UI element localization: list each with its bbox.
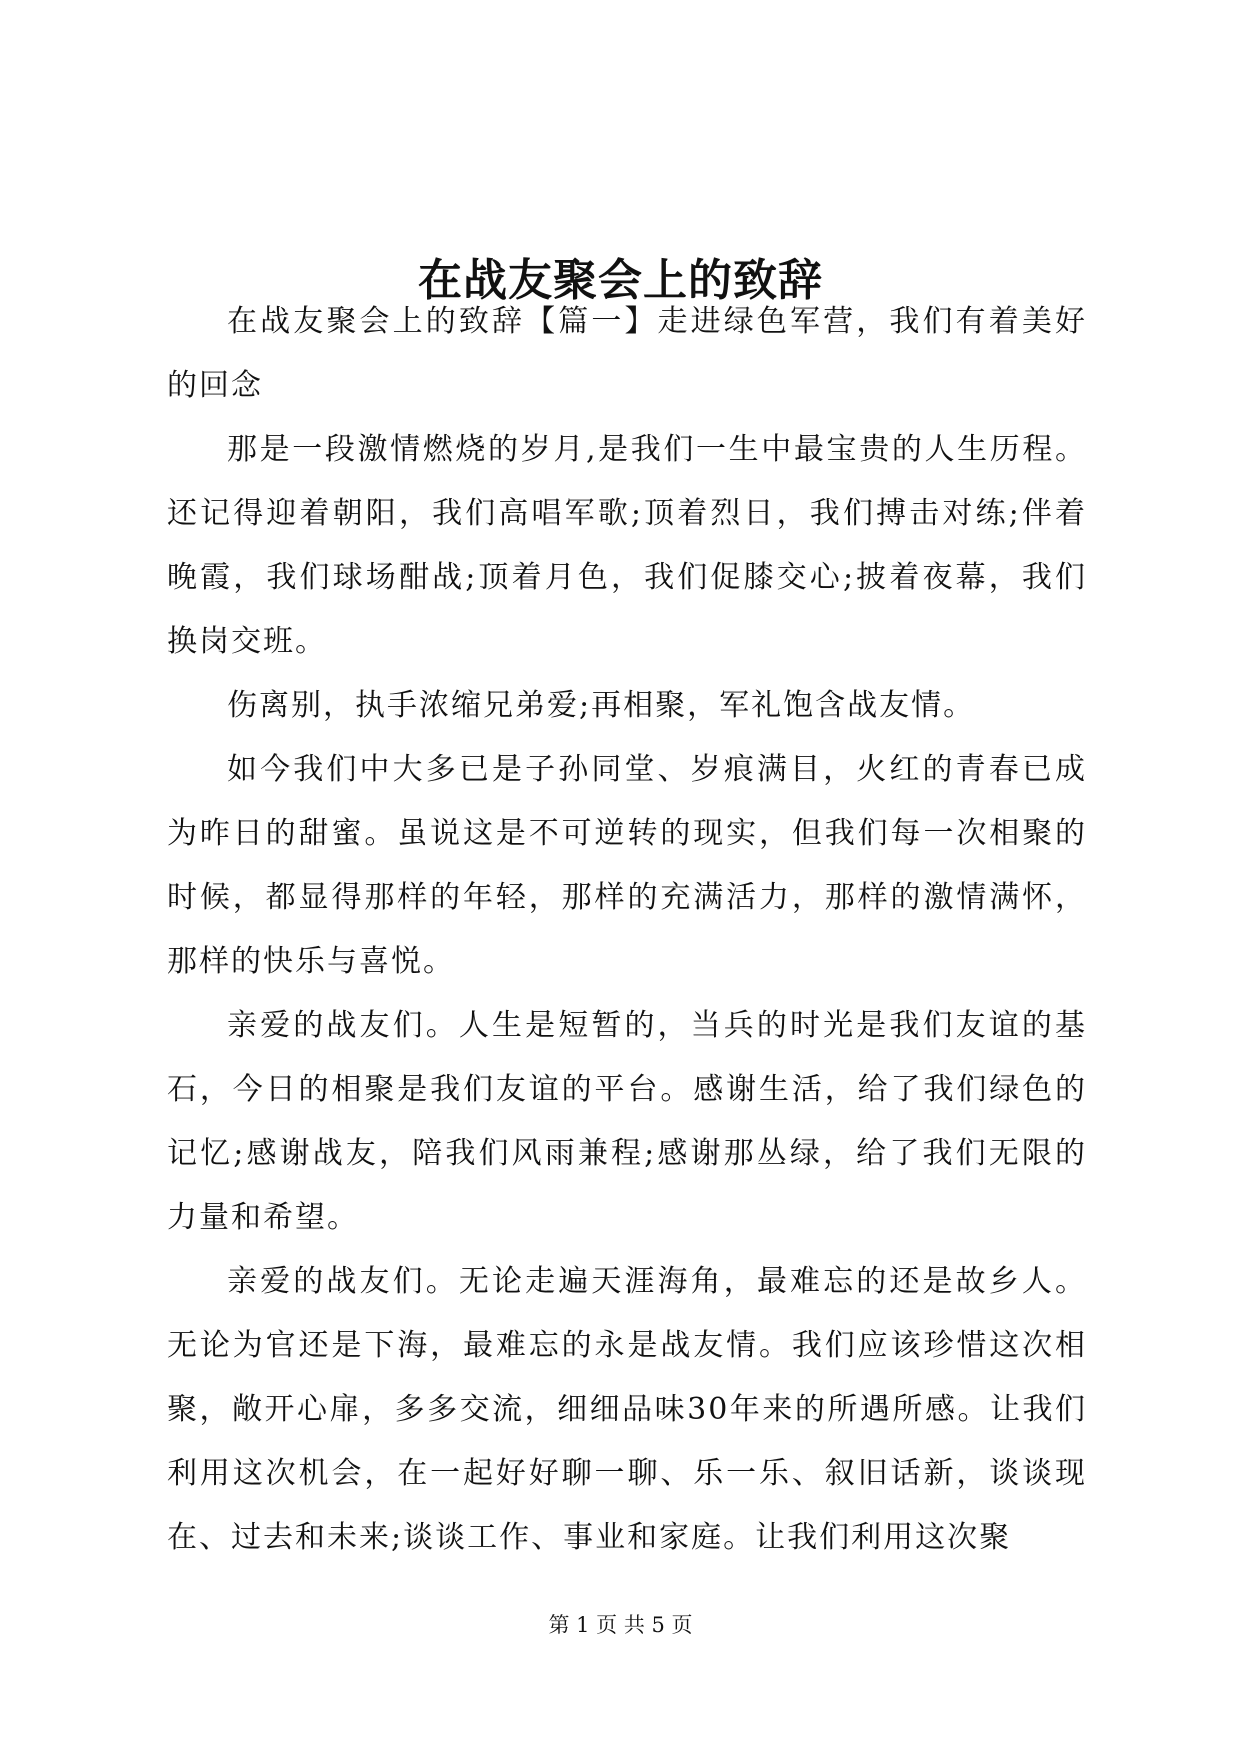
paragraph-1: 在战友聚会上的致辞【篇一】走进绿色军营，我们有着美好的回念 [167, 304, 1087, 403]
page-footer: 第 1 页 共 5 页 [548, 1613, 693, 1637]
document-body [167, 290, 1087, 1570]
page-title: 在战友聚会上的致辞 [418, 255, 823, 307]
paragraph-2: 那是一段激情燃烧的岁月,是我们一生中最宝贵的人生历程。还记得迎着朝阳，我们高唱军歌;顶着烈日，我们搏击对练;伴着晚霞，我们球场酣战;顶着月色，我们促膝交心;披着夜幕，我们换岗交班。 [167, 432, 1087, 659]
paragraph-3: 伤离别，执手浓缩兄弟爱;再相聚，军礼饱含战友情。 [227, 688, 976, 723]
paragraph-4: 如今我们中大多已是子孙同堂、岁痕满目，火红的青春已成为昨日的甜蜜。虽说这是不可逆转的现实，但我们每一次相聚的时候，都显得那样的年轻，那样的充满活力，那样的激情满怀，那样的快乐与喜悦。 [167, 752, 1087, 979]
paragraph-5: 亲爱的战友们。人生是短暂的，当兵的时光是我们友谊的基石，今日的相聚是我们友谊的平台。感谢生活，给了我们绿色的记忆;感谢战友，陪我们风雨兼程;感谢那丛绿，给了我们无限的力量和希望。 [167, 1008, 1087, 1235]
paragraph-6: 亲爱的战友们。无论走遍天涯海角，最难忘的还是故乡人。无论为官还是下海，最难忘的永是战友情。我们应该珍惜这次相聚，敞开心扉，多多交流，细细品味30年来的所遇所感。让我们利用这次机会，在一起好好聊一聊、乐一乐、叙旧话新，谈谈现在、过去和未来;谈谈工作、事业和家庭。让我们利用这次聚 [167, 1264, 1087, 1555]
